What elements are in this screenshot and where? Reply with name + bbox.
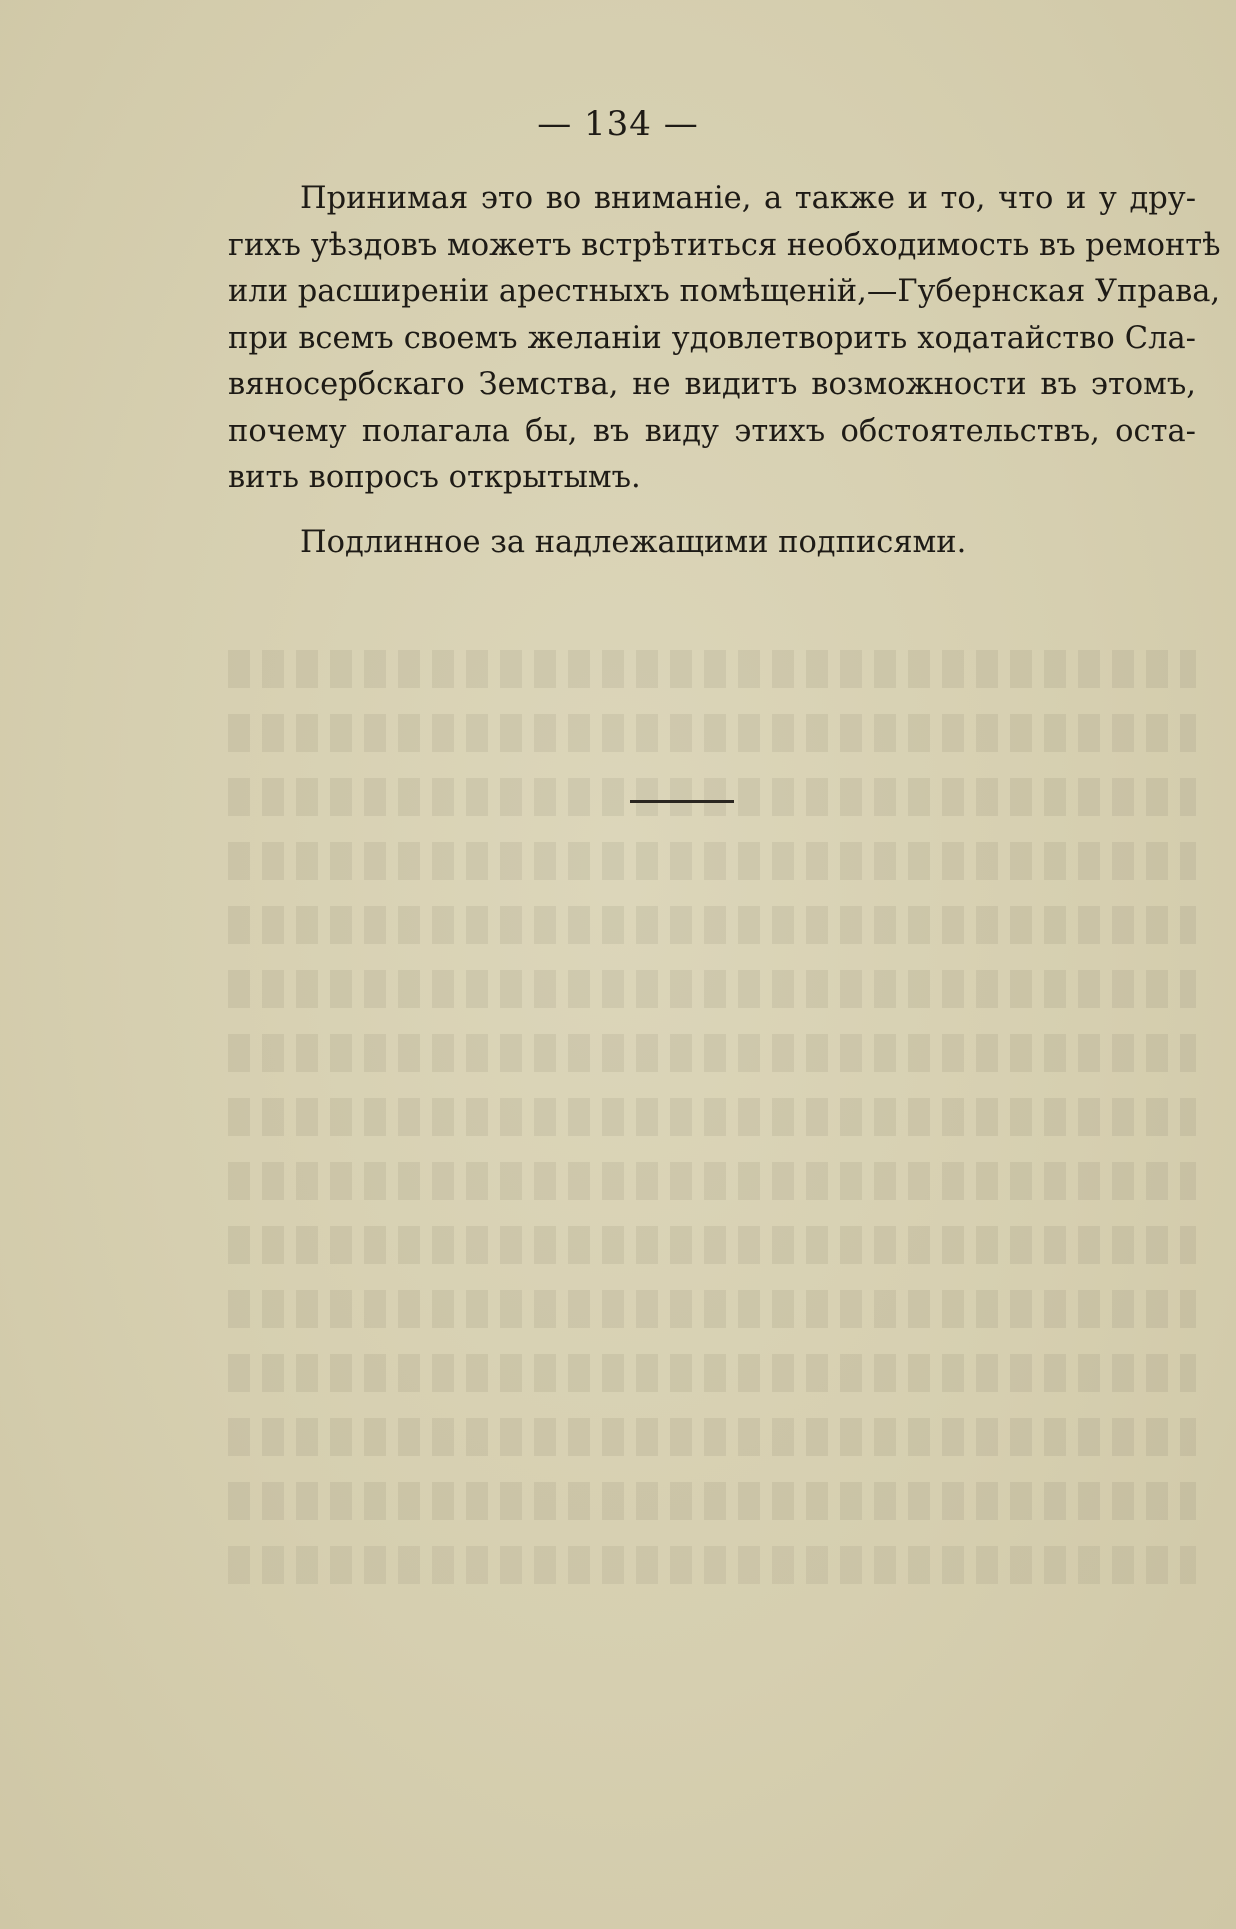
paragraph-line: Принимая это во вниманіе, а также и то, что и у дру- [300, 181, 1196, 216]
paragraph-line: почему полагала бы, въ виду этихъ обстоятельствъ, оста- [228, 413, 1196, 449]
paragraph-line: гихъ уѣздовъ можетъ встрѣтиться необходимость въ ремонтѣ [228, 227, 1221, 263]
signature-note: Подлинное за надлежащими подписями. [300, 525, 967, 560]
paragraph-line: или расширеніи арестныхъ помѣщеній,—Губернская Управа, [228, 274, 1221, 309]
paragraph-line: вяносербскаго Земства, не видитъ возможности въ этомъ, [228, 367, 1196, 402]
page-number: — 134 — [537, 104, 699, 144]
paragraph-line: вить вопросъ открытымъ. [228, 460, 641, 495]
paragraph-line: при всемъ своемъ желаніи удовлетворить ходатайство Сла- [228, 320, 1196, 356]
main-paragraph [228, 176, 1221, 502]
section-divider [630, 800, 734, 803]
